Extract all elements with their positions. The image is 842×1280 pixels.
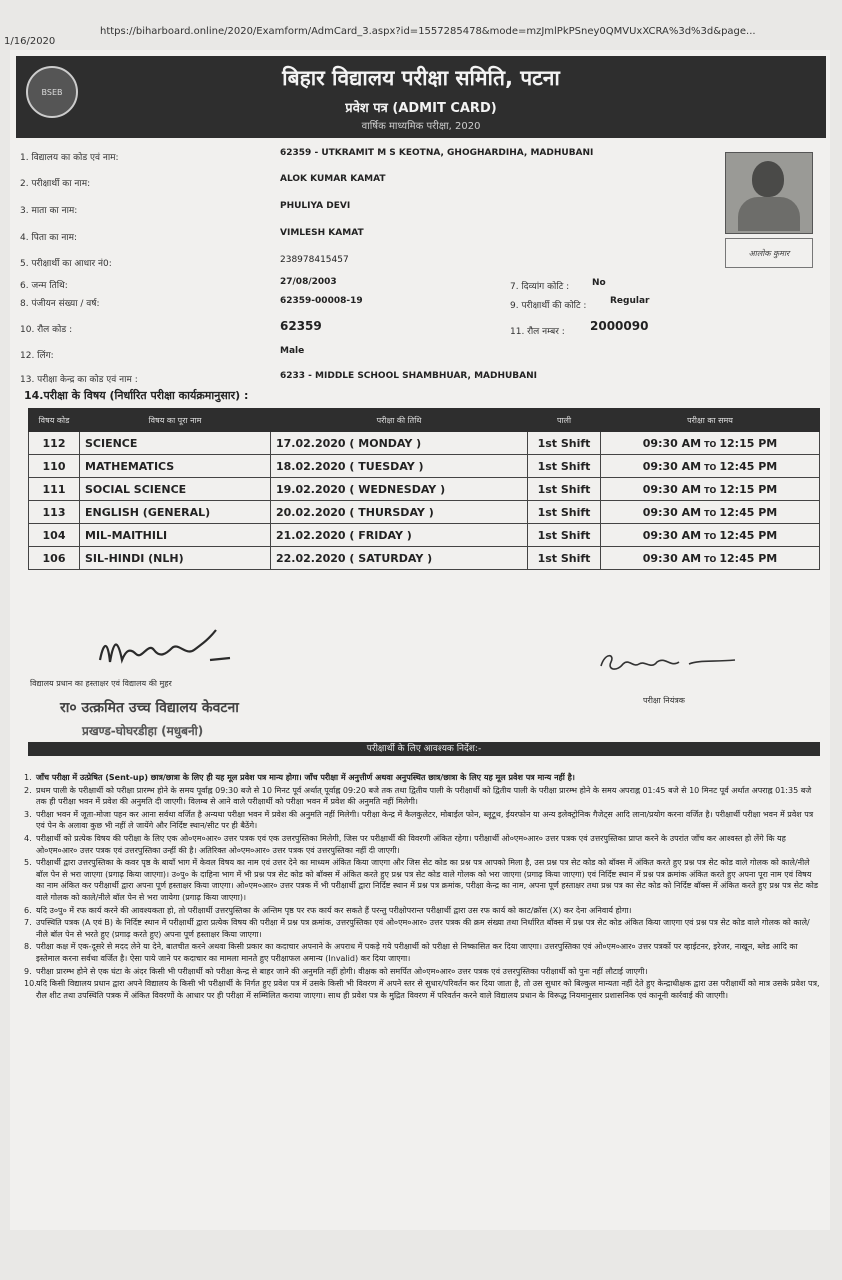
time-to: TO [704, 531, 717, 541]
student-name-label: 2. परीक्षार्थी का नाम: [20, 179, 91, 189]
table-row [29, 547, 820, 570]
subject-code: 110 [29, 455, 80, 478]
table-row [29, 432, 820, 455]
roll-number-label: 11. रौल नम्बर : [510, 327, 565, 337]
aadhar-value: 238978415457 [280, 255, 349, 265]
exam-date: 19.02.2020 ( WEDNESDAY ) [271, 478, 528, 501]
exam-date: 18.02.2020 ( TUESDAY ) [271, 455, 528, 478]
item-text: परीक्षार्थी को प्रत्येक विषय की परीक्षा के लिए एक ओ०एम०आर० उत्तर पत्रक एवं एक उत्तरपुस्तिका मिलेगी, जिस पर परीक्षार्थी की विवरणी अंकित रहेगा। परीक्षार्थी ओ०एम०आर० उत्तर पत्रक एवं उत्तरपुस्तिका प्राप्त करने के उपरांत जाँच कर आश्वस्त हो लेंगे कि यह ओ०एम०आर० उत्तर पत्रक एवं उत्तरपुस्तिका उन्हीं की है। अतिरिक्त ओ०एम०आर० उत्तर पत्रक एवं उत्तरपुस्तिका नहीं दी जाएगी। [36, 833, 786, 855]
exam-date: 20.02.2020 ( THURSDAY ) [271, 501, 528, 524]
item-text: परीक्षा कक्ष में एक-दूसरे से मदद लेने या देने, बातचीत करने अथवा किसी प्रकार का कदाचार अपनाने के अपराध में पकड़े गये परीक्षार्थी को परीक्षा से निष्कासित कर दिया जाएगा। उत्तरपुस्तिका एवं ओ०एम०आर० उत्तर पत्रकों पर व्हाईटनर, इरेजर, नाखून, ब्लेड आदि का इस्तेमाल करना सर्वथा वर्जित है। ऐसा पाये जाने पर कदाचार का मामला मानते हुए परीक्षाफल अमान्य (Invalid) कर दिया जाएगा। [36, 942, 798, 963]
exam-shift: 1st Shift [528, 432, 601, 455]
instructions-title: परीक्षार्थी के लिए आवश्यक निर्देश:- [28, 742, 820, 756]
exam-time [601, 478, 820, 501]
item-text: परीक्षा प्रारम्भ होने से एक घंटा के अंदर किसी भी परीक्षार्थी को परीक्षा केन्द्र से बाहर जाने की अनुमति नहीं होगी। वीक्षक को समर्पित ओ०एम०आर० उत्तर पत्रक एवं उत्तरपुस्तिका परीक्षार्थी को पुनः नहीं लौटाई जाएगी। [36, 966, 648, 976]
exam-date: 17.02.2020 ( MONDAY ) [271, 432, 528, 455]
time-to: TO [704, 554, 717, 564]
time-start: 09:30 AM [642, 436, 702, 450]
time-end: 12:15 PM [719, 482, 778, 496]
item-number: 2. [24, 785, 32, 795]
item-number: 9. [24, 966, 32, 976]
exam-time [601, 524, 820, 547]
father-name-label: 4. पिता का नाम: [20, 233, 78, 243]
instructions-list [24, 772, 820, 1002]
item-number: 4. [24, 833, 32, 843]
roll-number-value: 2000090 [590, 319, 649, 333]
mother-name-label: 3. माता का नाम: [20, 206, 78, 216]
school-label: 1. विद्यालय का कोड एवं नाम: [20, 153, 119, 163]
list-item [24, 833, 820, 856]
student-photo [725, 152, 813, 234]
exam-shift: 1st Shift [528, 547, 601, 570]
list-item [24, 966, 820, 978]
exam-time [601, 547, 820, 570]
divyang-label: 7. दिव्यांग कोटि : [510, 282, 570, 292]
subject-name: ENGLISH (GENERAL) [80, 501, 271, 524]
roll-code-label: 10. रौल कोड : [20, 325, 73, 335]
aadhar-label: 5. परीक्षार्थी का आधार नं0: [20, 259, 112, 269]
list-item [24, 857, 820, 903]
time-end: 12:45 PM [719, 528, 778, 542]
exam-schedule-table [28, 408, 820, 570]
col-time: परीक्षा का समय [601, 409, 820, 432]
item-text: परीक्षा भवन में जूता-मोजा पहन कर आना सर्वथा वर्जित है अन्यथा परीक्षा भवन में प्रवेश की अनुमति नहीं मिलेगी। परीक्षा केन्द्र में कैलकुलेटर, मोबाईल फोन, ब्लूटूथ, ईयरफोन या अन्य इलेक्ट्रोनिक गैजेट्स आदि लाना/प्रयोग करना वर्जित है। परीक्षार्थी परीक्षा भवन में प्रवेश पत्र एवं पेन के अलावा कुछ भी नहीं ले जायेंगे और निर्दिष्ट स्थान/सीट पर ही बैठेंगे। [36, 809, 814, 831]
subject-name: SIL-HINDI (NLH) [80, 547, 271, 570]
exam-date: 21.02.2020 ( FRIDAY ) [271, 524, 528, 547]
header-banner [16, 56, 826, 138]
item-text: उपस्थिति पत्रक (A एवं B) के निर्दिष्ट स्थान में परीक्षार्थी द्वारा प्रत्येक विषय की परीक्षा में प्रश्न पत्र क्रमांक, उत्तरपुस्तिका एवं ओ०एम०आर० उत्तर पत्रक की क्रम संख्या तथा निर्धारित बॉक्स में प्रश्न पत्र सेट कोड अंकित किया जाएगा एवं प्रश्न पत्र सेट कोड वाले गोलक को काले/नीले बॉल पेन से भरते हुए (प्रगाढ़ करते हुए) अपना पूर्ण हस्ताक्षर किया जाएगा। [36, 918, 810, 939]
time-to: TO [704, 462, 717, 472]
subject-code: 113 [29, 501, 80, 524]
item-number: 6. [24, 905, 32, 915]
subject-code: 104 [29, 524, 80, 547]
print-header [0, 26, 842, 46]
list-item [24, 978, 820, 1001]
school-value: 62359 - UTKRAMIT M S KEOTNA, GHOGHARDIHA, MADHUBANI [280, 148, 594, 158]
item-text: यदि उ०पु० में रफ कार्य करने की आवश्यकता हो, तो परीक्षार्थी उत्तरपुस्तिका के अन्तिम पृष्ठ पर रफ कार्य कर सकते हैं परन्तु परीक्षोपरान्त परीक्षार्थी द्वारा उस रफ कार्य को काट/क्रॉस (X) कर देना अनिवार्य होगा। [36, 905, 632, 915]
student-signature: आलोक कुमार [725, 238, 813, 268]
table-row [29, 478, 820, 501]
board-logo-icon: BSEB [26, 66, 78, 118]
exam-shift: 1st Shift [528, 501, 601, 524]
controller-caption: परीक्षा नियंत्रक [643, 696, 685, 705]
item-text: परीक्षार्थी द्वारा उत्तरपुस्तिका के कवर पृष्ठ के बायाँ भाग में केवल विषय का नाम एवं उत्तर देने का माध्यम अंकित किया जाएगा और जिस सेट कोड का प्रश्न पत्र आपको मिला है, उस प्रश्न पत्र सेट कोड को बॉक्स में अंकित करते हुए प्रश्न पत्र सेट कोड वाले गोलक को काले/नीले बॉल पेन से भरा जाएगा (प्रगाढ़ किया जाएगा)। उ०पु० के दाहिना भाग में भी प्रश्न पत्र सेट कोड को बॉक्स में अंकित करते हुए प्रश्न पत्र सेट कोड वाले गोलक को भरा जाएगा (प्रगाढ़ किया जाएगा) एवं निर्दिष्ट स्थान में प्रश्न पत्र क्रमांक अंकित करते हुए अपना पूरा नाम एवं विषय का नाम अंकित कर परीक्षार्थी द्वारा अपना पूर्ण हस्ताक्षर किया जाएगा। ओ०एम०आर० उत्तर पत्रक में भी परीक्षार्थी द्वारा निर्दिष्ट स्थान में प्रश्न पत्र क्रमांक, परीक्षा केन्द्र का नाम, अपना पूर्ण हस्ताक्षर तथा प्रश्न पत्र का सेट कोड को निर्दिष्ट बॉक्स में अंकित करते हुए प्रश्न पत्र सेट कोड वाले गोलक को काले/नीले बॉल पेन से भरा जायेगा (प्रगाढ़ किया जाएगा)। [36, 858, 819, 902]
exam-name: वार्षिक माध्यमिक परीक्षा, 2020 [361, 121, 481, 132]
item-number: 1. [24, 773, 32, 782]
list-item [24, 941, 820, 964]
time-start: 09:30 AM [642, 528, 702, 542]
time-to: TO [704, 439, 717, 449]
list-item [24, 905, 820, 917]
col-date: परीक्षा की तिथि [271, 409, 528, 432]
centre-value: 6233 - MIDDLE SCHOOL SHAMBHUAR, MADHUBANI [280, 371, 538, 381]
item-number: 10. [24, 979, 37, 989]
subject-code: 112 [29, 432, 80, 455]
mother-name-value: PHULIYA DEVI [280, 201, 351, 211]
subject-code: 106 [29, 547, 80, 570]
print-url: https://biharboard.online/2020/Examform/AdmCard_3.aspx?id=1557285478&mode=mzJmlPkPSney0QMVUxXCRA%3d%3d&page... [100, 26, 756, 37]
subject-name: MIL-MAITHILI [80, 524, 271, 547]
subject-code: 111 [29, 478, 80, 501]
col-shift: पाली [528, 409, 601, 432]
time-end: 12:45 PM [719, 551, 778, 565]
list-item [24, 917, 820, 940]
item-number: 3. [24, 809, 32, 819]
exam-time [601, 501, 820, 524]
subject-name: SCIENCE [80, 432, 271, 455]
subjects-title: 14.परीक्षा के विषय (निर्धारित परीक्षा कार्यक्रमानुसार) : [24, 389, 249, 402]
gender-value: Male [280, 346, 305, 356]
category-label: 9. परीक्षार्थी की कोटि : [510, 301, 587, 311]
gender-label: 12. लिंग: [20, 351, 54, 361]
item-text: यदि किसी विद्यालय प्रधान द्वारा अपने विद्यालय के किसी भी परीक्षार्थी के निर्गत हुए प्रवेश पत्र में उसके किसी भी विवरण में अपने स्तर से सुधार/परिवर्तन कर दिया जाता है, तो उस सुधार को बिल्कुल मान्यता नहीं देते हुए केन्द्राधीक्षक द्वारा उस परीक्षार्थी को मात्र उसके प्रवेश पत्र, रौल शीट तथा उपस्थिति पत्रक में अंकित विवरणों के आधार पर ही परीक्षा में सम्मिलित कराया जाएगा। साथ ही प्रवेश पत्र के मुद्रित विवरण में परिवर्तन करने वाले विद्यालय प्रधान के विरूद्ध नियमानुसार प्रशासनिक एवं कानूनी कार्रवाई की जाएगी। [36, 979, 820, 1000]
dob-value: 27/08/2003 [280, 277, 337, 287]
school-stamp-line1: रा० उत्क्रमित उच्च विद्यालय केवटना [60, 700, 239, 716]
subject-name: SOCIAL SCIENCE [80, 478, 271, 501]
time-to: TO [704, 508, 717, 518]
item-number: 5. [24, 858, 32, 868]
time-end: 12:45 PM [719, 505, 778, 519]
table-row [29, 455, 820, 478]
divyang-value: No [592, 278, 606, 288]
time-start: 09:30 AM [642, 482, 702, 496]
student-name-value: ALOK KUMAR KAMAT [280, 174, 386, 184]
exam-shift: 1st Shift [528, 524, 601, 547]
table-row [29, 501, 820, 524]
item-number: 8. [24, 942, 32, 952]
registration-value: 62359-00008-19 [280, 296, 363, 306]
list-item [24, 772, 820, 784]
subject-name: MATHEMATICS [80, 455, 271, 478]
exam-shift: 1st Shift [528, 455, 601, 478]
admit-card [10, 50, 830, 1230]
exam-shift: 1st Shift [528, 478, 601, 501]
head-signature-caption: विद्यालय प्रधान का हस्ताक्षर एवं विद्यालय की मुहर [30, 679, 172, 688]
time-start: 09:30 AM [642, 551, 702, 565]
father-name-value: VIMLESH KAMAT [280, 228, 364, 238]
time-to: TO [704, 485, 717, 495]
table-row [29, 524, 820, 547]
board-title: बिहार विद्यालय परीक्षा समिति, पटना [282, 66, 560, 90]
col-code: विषय कोड [29, 409, 80, 432]
time-start: 09:30 AM [642, 459, 702, 473]
category-value: Regular [610, 296, 650, 306]
exam-time [601, 455, 820, 478]
card-subtitle: प्रवेश पत्र (ADMIT CARD) [345, 101, 497, 116]
list-item [24, 785, 820, 808]
time-end: 12:45 PM [719, 459, 778, 473]
controller-signature-icon [595, 648, 745, 678]
centre-label: 13. परीक्षा केन्द्र का कोड एवं नाम : [20, 375, 138, 385]
head-signature-icon [90, 620, 240, 680]
list-item [24, 809, 820, 832]
dob-label: 6. जन्म तिथि: [20, 281, 68, 291]
item-text: जाँच परीक्षा में उत्प्रेषित (Sent-up) छात्र/छात्रा के लिए ही यह मूल प्रवेश पत्र मान्य होगा। जाँच परीक्षा में अनुत्तीर्ण अथवा अनुपस्थित छात्र/छात्रा के लिए यह मूल प्रवेश पत्र मान्य नहीं है। [36, 773, 575, 782]
time-end: 12:15 PM [719, 436, 778, 450]
time-start: 09:30 AM [642, 505, 702, 519]
col-subject: विषय का पूरा नाम [80, 409, 271, 432]
item-number: 7. [24, 918, 32, 928]
registration-label: 8. पंजीयन संख्या / वर्ष: [20, 299, 100, 309]
item-text: प्रथम पाली के परीक्षार्थी को परीक्षा प्रारम्भ होने के समय पूर्वाह्न 09:30 बजे से 10 मिनट पूर्व अर्थात् पूर्वाह्न 09:20 बजे तक तथा द्वितीय पाली के परीक्षार्थी को द्वितीय पाली के परीक्षा प्रारम्भ होने के समय अपराह्न 01:45 बजे से 10 मिनट पूर्व अर्थात अपराह्न 01:35 बजे तक ही परीक्षा भवन में प्रवेश की अनुमति दी जाएगी। विलम्ब से आने वाले परीक्षार्थी को परीक्षा भवन में प्रवेश की अनुमति नहीं मिलेगी। [36, 785, 812, 807]
exam-time [601, 432, 820, 455]
school-stamp-line2: प्रखण्ड-घोघरडीहा (मधुबनी) [82, 724, 204, 738]
print-date: 1/16/2020 [4, 36, 56, 47]
exam-date: 22.02.2020 ( SATURDAY ) [271, 547, 528, 570]
roll-code-value: 62359 [280, 319, 322, 333]
